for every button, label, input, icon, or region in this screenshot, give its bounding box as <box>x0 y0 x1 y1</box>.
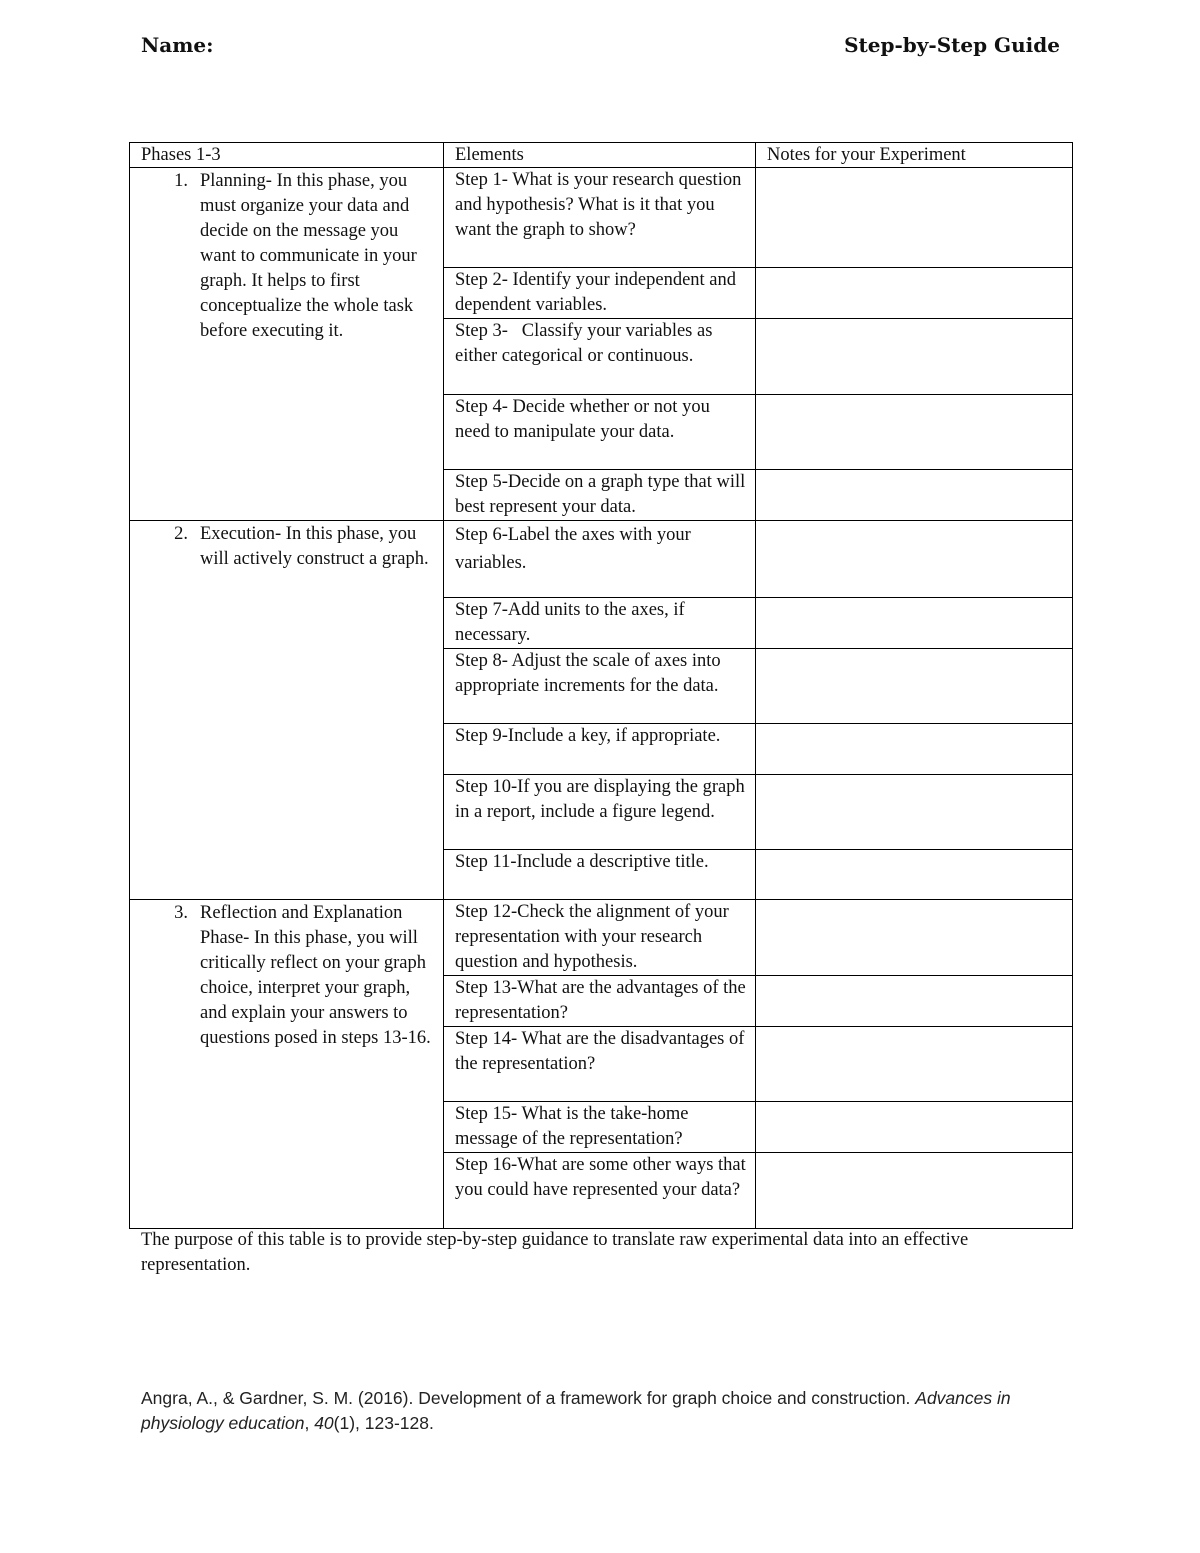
phase-cell-planning <box>130 168 444 521</box>
step-text: Step 13-What are the advantages of the representation? <box>455 978 746 1023</box>
step-text: Step 8- Adjust the scale of axes into appropriate increments for the data. <box>455 651 721 696</box>
step-cell <box>444 649 756 724</box>
step-cell <box>444 319 756 395</box>
phase-description: Reflection and Explanation Phase- In this phase, you will critically reflect on your graph choice, interpret your graph, and explain your answers to questions posed in steps 13-16. <box>200 903 431 1048</box>
step-cell <box>444 1102 756 1153</box>
step-cell <box>444 470 756 521</box>
citation-volume: 40 <box>314 1413 334 1433</box>
citation <box>141 1386 1061 1436</box>
step-text: Step 2- Identify your independent and dependent variables. <box>455 270 737 315</box>
notes-cell[interactable] <box>756 470 1073 521</box>
notes-cell[interactable] <box>756 649 1073 724</box>
step-cell <box>444 168 756 268</box>
notes-cell[interactable] <box>756 521 1073 598</box>
notes-cell[interactable] <box>756 168 1073 268</box>
step-text: Step 1- What is your research question and hypothesis? What is it that you want the graph to show? <box>455 170 742 240</box>
step-text: Step 15- What is the take-home message of the representation? <box>455 1104 689 1149</box>
step-cell <box>444 598 756 649</box>
step-text: Step 9-Include a key, if appropriate. <box>455 726 721 746</box>
document-title: Step-by-Step Guide <box>844 33 1060 57</box>
name-label: Name: <box>141 33 214 57</box>
notes-cell[interactable] <box>756 268 1073 319</box>
citation-authors: Angra, A., & Gardner, S. M. (2016). Development of a framework for graph choice and construction. <box>141 1388 916 1408</box>
step-text: Step 7-Add units to the axes, if necessary. <box>455 600 685 645</box>
phase-cell-reflection <box>130 900 444 1229</box>
step-cell <box>444 900 756 976</box>
step-by-step-table <box>129 142 1073 1229</box>
notes-cell[interactable] <box>756 976 1073 1027</box>
page-header <box>141 30 1060 60</box>
step-text: Step 16-What are some other ways that you could have represented your data? <box>455 1155 746 1200</box>
notes-cell[interactable] <box>756 598 1073 649</box>
step-text: Step 12-Check the alignment of your representation with your research question and hypothesis. <box>455 902 729 972</box>
step-text: Step 3- Classify your variables as either categorical or continuous. <box>455 321 718 366</box>
phase-description: Planning- In this phase, you must organize your data and decide on the message you want to communicate in your graph. It helps to first conceptualize the whole task before executing it. <box>200 171 417 341</box>
notes-cell[interactable] <box>756 1102 1073 1153</box>
notes-cell[interactable] <box>756 1027 1073 1102</box>
step-text: Step 10-If you are displaying the graph in a report, include a figure legend. <box>455 777 745 822</box>
step-text: Step 6-Label the axes with your variables. <box>455 525 691 573</box>
table-row <box>130 168 1073 268</box>
phase-description: Execution- In this phase, you will actively construct a graph. <box>200 524 429 569</box>
phase-cell-execution <box>130 521 444 900</box>
step-cell <box>444 724 756 775</box>
column-header-phases: Phases 1-3 <box>130 143 444 168</box>
step-cell <box>444 521 756 598</box>
step-text: Step 14- What are the disadvantages of the representation? <box>455 1029 745 1074</box>
notes-cell[interactable] <box>756 900 1073 976</box>
column-header-notes: Notes for your Experiment <box>756 143 1073 168</box>
step-cell <box>444 850 756 900</box>
step-cell <box>444 976 756 1027</box>
table-row <box>130 900 1073 976</box>
citation-journal: Advances in physiology education <box>141 1388 1011 1433</box>
phase-number: 3. <box>174 903 188 923</box>
citation-issue-pages: (1), 123-128. <box>333 1413 434 1433</box>
step-cell <box>444 775 756 850</box>
step-cell <box>444 1153 756 1229</box>
table-row <box>130 521 1073 598</box>
table-purpose-note: The purpose of this table is to provide step-by-step guidance to translate raw experimental data into an effective representation. <box>141 1230 969 1275</box>
notes-cell[interactable] <box>756 724 1073 775</box>
notes-cell[interactable] <box>756 775 1073 850</box>
notes-cell[interactable] <box>756 850 1073 900</box>
phase-number: 2. <box>174 524 188 544</box>
column-header-elements: Elements <box>444 143 756 168</box>
step-text: Step 4- Decide whether or not you need to manipulate your data. <box>455 397 710 442</box>
step-cell <box>444 395 756 470</box>
step-text: Step 11-Include a descriptive title. <box>455 852 709 872</box>
notes-cell[interactable] <box>756 395 1073 470</box>
table-header-row <box>130 143 1073 168</box>
step-cell <box>444 1027 756 1102</box>
citation-separator: , <box>304 1413 315 1433</box>
step-text: Step 5-Decide on a graph type that will best represent your data. <box>455 472 746 517</box>
step-cell <box>444 268 756 319</box>
notes-cell[interactable] <box>756 319 1073 395</box>
notes-cell[interactable] <box>756 1153 1073 1229</box>
phase-number: 1. <box>174 171 188 191</box>
